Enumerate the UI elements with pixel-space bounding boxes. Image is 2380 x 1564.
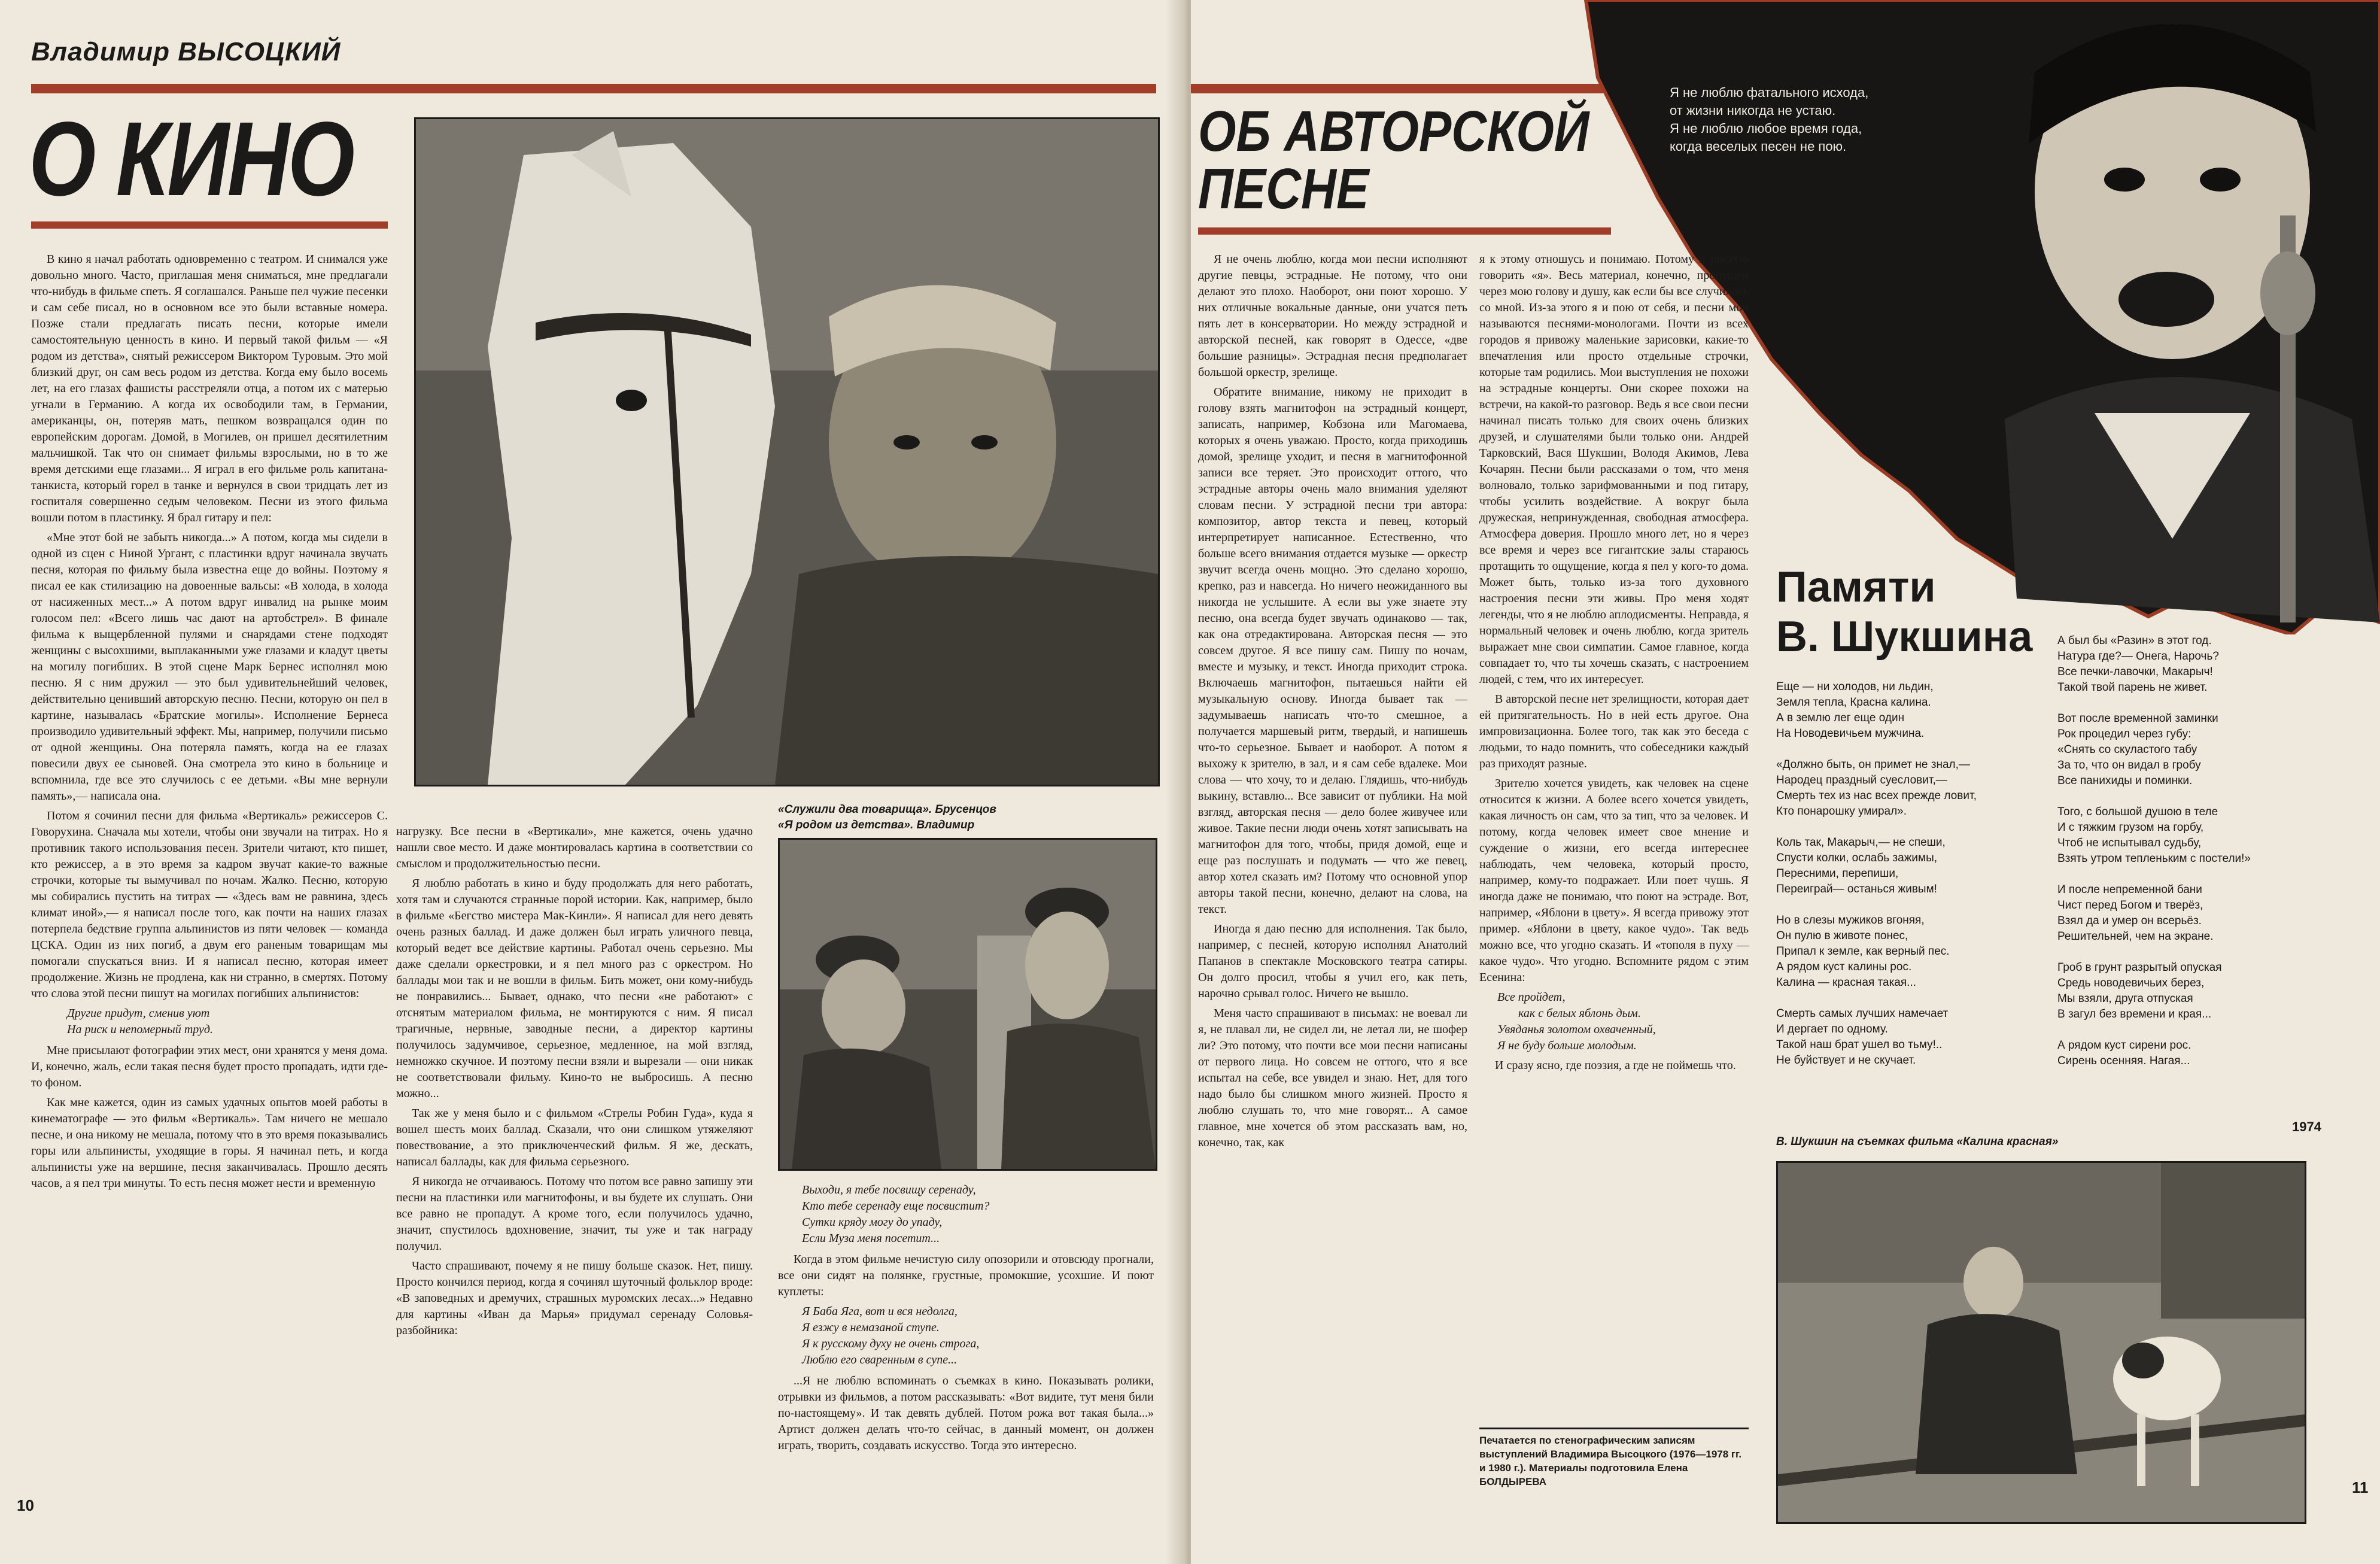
paragraph: Я не очень люблю, когда мои песни исполняют другие певцы, эстрадные. Не потому, что они делают это плохо. Наоборот, они поют хорошо. У них отличные вокальные данные, они учатся петь пять лет в консерватории. Но между эстрадной и авторской песней, как говорят в Одессе, «две большие разницы». Эстрадная песня предполагает большой оркестр, зрелище. xyxy=(1198,253,1467,379)
paragraph: Зрителю хочется увидеть, как человек на сцене относится к жизни. А более всего хочется увидеть, какая личность он сам, что за тип, что за человек. И потому, когда человек имеет свое мнение и суждение о жизни, его всегда интереснее наблюдать, чем человека, который просто, например, кому-то подражает. Или поет чушь. Я иногда даже не понимаю, что поют на эстраде. Вот, например, «Яблони в цвету». Я всегда привожу этот пример. «Яблони в цвету, какое чудо». Так ведь можно все, что угодно сказать. И «тополя в пуху — какое чудо». Что угодно. Вспомните рядом с этим Есенина: xyxy=(1479,777,1749,984)
page-number-right: 11 xyxy=(2352,1478,2369,1496)
article-column-1 xyxy=(31,251,388,1532)
article-column-2-right xyxy=(1479,251,1749,1425)
author-name: Владимир ВЫСОЦКИЙ xyxy=(31,37,341,66)
photo-caption: «Служили два товарища». Брусенцов «Я родом из детства». Владимир xyxy=(778,803,996,831)
page-number: 10 xyxy=(17,1496,34,1514)
article-column-2 xyxy=(396,824,753,1532)
paragraph: Мне присылают фотографии этих мест, они хранятся у меня дома. И, конечно, жаль, если такая песня будет просто пропадать, идти где-то фоном. xyxy=(31,1044,388,1089)
photo-caption-shukshin: В. Шукшин на съемках фильма «Калина красная» xyxy=(1776,1135,2059,1148)
title-underline-right xyxy=(1198,227,1611,235)
poem-column-2: А был бы «Разин» в этот год. Натура где?— Онега, Нарочь? Все печки-лавочки, Макарыч! Такой твой парень не живет. Вот после временной заминки Рок процедил через губу: «Снять со скуластого табу За то, что он видал в гробу Все панихиды и поминки. Того, с большой душою в теле И с тяжким грузом на горбу, Чтоб не испытывал судьбу, Взять утром тепленьким с постели!» И после непременной бани Чист перед Богом и тверёз, Взял да и умер он всерьёз. Решительней, чем на экране. Гроб в грунт разрытый опуская Средь новодевичьих берез, Мы взяли, друга отпуская В загул без времени и края... А рядом куст сирени рос. Сирень осенняя. Нагая... xyxy=(2057,634,2251,1067)
title-underline xyxy=(31,221,388,229)
paragraph: «Мне этот бой не забыть никогда...» А потом, когда мы сидели в одной из сцен с Ниной Ургант, с пластинки вдруг начинала звучать песня, которая по фильму была известна еще до войны. Поэтому я писал ее как стилизацию на довоенные вальсы: «В холода, в холода от насиженных мест...» А потом вдруг инвалид на рынке моим голосом пел: «Всего лишь час дают на артобстрел». В финале фильма к выщербленной пулями и снарядами стене подходят женщины с высохшими, выплаканными уже глазами и кладут цветы на могилу погибших. В этой сцене Марк Бернес исполнял мою песню. Я с ним дружил — это был удивительнейший человек, действительно ценивший авторскую песню. Песни, которую он пел в картине, называлась «Братские могилы». Исполнение Бернеса производило удивительный эффект. Мы, например, получили письмо от одной женщины. Она потеряла память, когда на ее глазах повесили двух ее сыновей. Она смотрела это кино в больнице и вспомнила, где все это случилось с ее детьми. «Вы мне вернули память»,— написала она. xyxy=(31,531,388,803)
article-title-text: ОБ АВТОРСКОЙ ПЕСНЕ xyxy=(1198,99,1589,221)
verse-serenade: Выходи, я тебе посвищу серенаду, Кто тебе серенаду еще посвистит? Сутки кряду могу до упаду, Если Муза меня посетит... xyxy=(802,1183,990,1245)
paragraph: Обратите внимание, никому не приходит в голову взять магнитофон на эстрадный концерт, записать, например, Кобзона или Магомаева, которых я очень уважаю. Просто, когда приходишь домой, зрелище уходит, и песня в магнитофонной записи все теряет. Это происходит оттого, что эстрадные авторы очень мало внимания уделяют словам песни. У эстрадной песни три автора: композитор, автор текста и певец, который интерпретирует написанное. Естественно, что больше всего внимания отдается музыке — оркестр звучит всегда очень мощно. Это сделано хорошо, крепко, раз и навсегда. Но ничего неожиданного вы никогда не услышите. А если вы уже знаете эту песню, она всегда будет звучать одинаково — так, как она отредактирована. Авторская песня — это совсем другое. Я все пишу сам. Пишу по ночам, вместе и музыку, и текст. Иногда приходит строка. Включаешь магнитофон, пытаешься найти ей музыкальную основу. Иногда бывает так — задумываешь написать что-то смешное, а получается маршевый ритм, твердый, и напишешь что-то серьезное. Бывает и наоборот. А потом я выхожу к зрителю, в зал, и я сам себе вдалеке. Мои слова — что хочу, то и делаю. Глядишь, что-нибудь выкину, вставлю... Все зависит от публики. На мой взгляд, авторская песня — дело более живучее или живое. Такие песни люди очень хотят записывать на магнитофон для того, чтобы, придя домой, еще и еще раз послушать и подумать — что же певец, автор хотел сказать им? Потому что основной упор авторы такой песни, конечно, делают на слова, на текст. xyxy=(1198,385,1467,916)
poem-year: 1974 xyxy=(2292,1119,2321,1134)
top-rule-right xyxy=(1191,84,1622,93)
paragraph: Часто спрашивают, почему я не пишу больше сказок. Нет, пишу. Просто кончился период, когда я сочинял шуточный фольклор вроде: «В заповедных и дремучих, страшных муромских лесах...» Недавно для картины «Иван да Марья» придумал серенаду Соловья-разбойника: xyxy=(396,1259,753,1337)
article-title xyxy=(1198,99,1595,221)
photo-soldiers-illustration xyxy=(780,840,1156,1169)
paragraph: Я никогда не отчаиваюсь. Потому что потом все равно запишу эти песни на пластинки или магнитофоны, и вы будете их слушать. Они все равно не пропадут. А кроме того, если получилось удачно, значит, спустилось вдохновение, значит, ты уже и так награду получил. xyxy=(396,1175,753,1253)
verse-quote: Другие придут, сменив уют На риск и непомерный труд. xyxy=(67,1007,213,1036)
paragraph: В кино я начал работать одновременно с театром. И снимался уже довольно много. Часто, приглашая меня сниматься, мне предлагали что-нибудь в фильме спеть. Я соглашался. Раньше пел чужие песенки и сам себе писал, но в основном все это были вставные номера. Позже стали предлагать писать песни, которые имели самостоятельную ценность в кино. И первый такой фильм — «Я родом из детства», снятый режиссером Виктором Туровым. Это мой близкий друг, он сам весь родом из детства. Когда ему было восемь лет, на его глазах фашисты расстреляли отца, а потом их с матерью угнали в Германию. А когда их освободили там, в Германии, американцы, он, потеряв мать, пешком возвращался один по европейским дорогам. Домой, в Могилев, он пришел десятилетним мальчишкой. Так что он снимает фильмы взрослыми, но в то же время детскими еще глазами... Я играл в его фильме роль капитана-танкиста, который горел в танке и вернулся в свои тридцать лет из госпиталя совершенно седым человеком. Песни из этого фильма вошли потом в пластинку. Я брал гитару и пел: xyxy=(31,253,388,524)
paragraph: Я люблю работать в кино и буду продолжать для него работать, хотя там и случаются странные порой истории. Как, например, было в фильме «Бегство мистера Мак-Кинли». Я написал для него девять очень разных баллад. И даже должен был играть уличного певца, который ведет все действие картины. Работал очень серьезно. Мы даже сделали оркестровки, и я пел много раз с оркестром. Но баллады мои так и не вошли в фильм. Бить может, они кому-нибудь не понравились... Бывает, однако, что песни «не работают» с отснятым материалом фильма, не монтируются с ним. Я писал трагичные, нервные, заводные песни, а директор картины получилось задумчивое, серьезное, медленное, на мой взгляд, немножко скучное. И поэтому песни взяли и вырезали — они никак не соответствовали фильму. Кино-то не выбросишь. А песню можно... xyxy=(396,877,753,1100)
paragraph: нагрузку. Все песни в «Вертикали», мне кажется, очень удачно нашли свое место. И даже монтировалась картина в соответствии со смыслом и продолжительностью песни. xyxy=(396,825,753,870)
right-page xyxy=(1191,0,2380,1564)
photo-actor-horse-illustration xyxy=(416,119,1158,785)
paragraph: Когда в этом фильме нечистую силу опозорили и отовсюду прогнали, все они сидят на полянке, грустные, промокшие, усохшие. И поют куплеты: xyxy=(778,1253,1154,1298)
epigraph-quote: Я не люблю фатального исхода, от жизни никогда не устаю. Я не люблю любое время года, когда веселых песен не пою. xyxy=(1670,85,1869,154)
photo-two-soldiers xyxy=(778,838,1157,1171)
footnote-divider xyxy=(1479,1428,1749,1429)
top-rule xyxy=(31,84,1156,93)
left-page xyxy=(0,0,1179,1564)
page-title: О КИНО xyxy=(29,101,353,218)
poem-column-1: Еще — ни холодов, ни льдин, Земля тепла, Красна калина. А в землю лег еще один На Новодевичьем мужчина. «Должно быть, он примет не знал,— Народец праздный суесловит,— Смерть тех из нас всех прежде ловит, Кто понарошку умирал». Коль так, Макарыч,— не спеши, Спусти колки, ослабь зажимы, Пересними, перепиши, Переиграй— останься живым! Но в слезы мужиков вгоняя, Он пулю в животе понес, Припал к земле, как верный пес. А рядом куст калины рос. Калина — красная такая... Смерть самых лучших намечает И дергает по одному. Такой наш брат ушел во тьму!.. Не буйствует и не скучает. xyxy=(1776,681,1977,1067)
paragraph: я к этому отношусь и понимаю. Потому и рискую говорить «я». Весь материал, конечно, пропущен через мою голову и душу, как если бы все случилось со мной. Из-за этого я и пою от себя, и песни мои называются песнями-монологами. Почти из всех городов я привожу маленькие зарисовки, какие-то впечатления или просто отдельные строчки, которые там родились. Мои выступления не похожи на эстрадные концерты. Они скорее похожи на встречи, на какой-то разговор. Ведь я все свои песни начинал писать только для своих очень близких друзей, и слушателями были только они. Андрей Тарковский, Вася Шукшин, Володя Акимов, Лева Кочарян. Песни были рассказами о том, что меня волновало, только зарифмованными и под гитару, чтобы усилить воздействие. А вокруг была дружеская, непринужденная, свободная атмосфера. Атмосфера доверия. Прошло много лет, но я через все время и через все гигантские залы стараюсь протащить то ощущение, когда я пел у кого-то дома. Может быть, только из-за того духовного настроения песни эти живы. Про меня ходят легенды, что я не люблю аплодисменты. Неправда, я нормальный человек и очень люблю, когда зритель выражает мне свои симпатии. Самое главное, когда совпадает то, что ты хочешь сказать, с настроением людей, с тем, что их интересует. xyxy=(1479,253,1749,686)
paragraph: Иногда я даю песню для исполнения. Так было, например, с песней, которую исполнял Анатолий Папанов в спектакле Московского театра сатиры. Он долго просил, чтобы я учил его, как петь, нарочно срывал голос. Ничего не вышло. xyxy=(1198,922,1467,1000)
paragraph: Потом я сочинил песни для фильма «Вертикаль» режиссеров С. Говорухина. Сначала мы хотели, чтобы они звучали на титрах. Но я противник такого использования песен. Зрители читают, кто пишет, кто режиссер, а в это время за кадром звучат какие-то важные строчки, которые ты вымучивал по ночам. Жалко. Песню, которую мы собирались пустить на титрах — «Здесь вам не равнина, здесь климат иной»,— я написал после того, как почти на наших глазах потерпела бедствие группа альпинистов из пяти человек — команда ЦСКА. Один из них погиб, а двум его раненым товарищам мы помогали спускаться вниз. И я написал песню, которая имеет продолжение. Жизнь не продлена, как ни странно, в смертях. Потому что слова этой песни пишут на могилах погибших альпинистов: xyxy=(31,809,388,1000)
footnote: Печатается по стенографическим записям выступлений Владимира Высоцкого (1976—1978 гг. и 1980 г.). Материалы подготовила Елена БОЛДЫРЕВА xyxy=(1479,1435,1742,1487)
verse-esenin: Все пройдет, как с белых яблонь дым. Увяданья золотом охваченный, Я не буду больше молодым. xyxy=(1497,991,1656,1052)
paragraph: ...Я не люблю вспоминать о съемках в кино. Показывать ролики, отрывки из фильмов, а потом рассказывать: «Вот видите, тут меня били по-настоящему». И так девять дублей. Потом рожа вот такая была...» Артист должен делать что-то сейчас, в данный момент, он должен играть, творить, создавать искусство. Тогда это интересно. xyxy=(778,1374,1154,1452)
paragraph: Так же у меня было и с фильмом «Стрелы Робин Гуда», куда я вошел шесть моих баллад. Сказали, что они слишком утяжеляют повествование, а это приключенческий фильм. Я же, дескать, написал баллады, как для фильма серьезного. xyxy=(396,1107,753,1168)
article-column-3 xyxy=(778,1182,1154,1541)
poem-title: Памяти В. Шукшина xyxy=(1776,563,2033,661)
article-column-1-right xyxy=(1198,251,1467,1532)
paragraph: И сразу ясно, где поэзия, а где не поймешь что. xyxy=(1495,1059,1736,1072)
paragraph: Как мне кажется, один из самых удачных опытов моей работы в кинематографе — это фильм «Вертикаль». Там ничего не мешало песне, и она никому не мешала, потому что в это время показывались горы или альпинисты, уходящие в горы. Я начинал петь, и когда альпинисты уже на вершине, песня заканчивалась. Прошло десять часов, а я пел три минуты. То есть песня может нести и временную xyxy=(31,1096,388,1190)
photo-shukshin-on-set xyxy=(1776,1161,2306,1524)
photo-actor-with-horse xyxy=(414,117,1160,786)
paragraph: В авторской песне нет зрелищности, которая дает ей притягательность. Но в ней есть другое. Она импровизационна. Более того, так как это беседа с людьми, то надо помнить, что собеседники каждый раз приходят разные. xyxy=(1479,693,1749,770)
verse-baba-yaga: Я Баба Яга, вот и вся недолга, Я езжу в немазаной ступе. Я к русскому духу не очень строга, Люблю его сваренным в супе... xyxy=(802,1305,980,1366)
photo-shukshin-illustration xyxy=(1778,1163,2305,1522)
paragraph: Меня часто спрашивают в письмах: не воевал ли я, не плавал ли, не сидел ли, не летал ли, не шофер ли? Это потому, что почти все мои песни написаны от первого лица. Но совсем не оттого, что я все испытал на себе, все увидел и знаю. Нет, для того надо было бы слишком много жизней. Просто я люблю слушать то, что мне говорят... А самое главное, мне хочется об этом рассказать вам, но, конечно, так, как xyxy=(1198,1007,1467,1149)
